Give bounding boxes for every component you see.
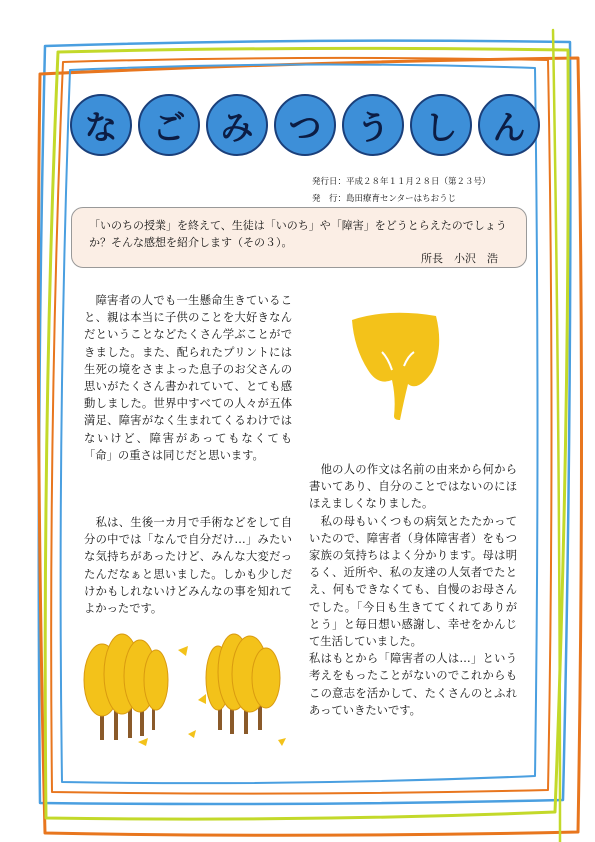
title-char: し [410,94,472,156]
article-3-paragraph: 他の人の作文は名前の由来から何から書いてあり、自分のことではないのにほほえましくなりました。 [309,463,517,511]
article-2-text: 私は、生後一カ月で手術などをして自分の中では「なんで自分だけ…」みたいな気持ちがあったけど、みんな大変だったんだなぁと思いました。しかも少しだけかもしれないけどみんなの事を知れてよかったです。 [84,516,292,616]
title-char: み [206,94,268,156]
article-3-paragraph: 私はもとから「障害者の人は…」という考えをもったことがないのでこれからもこの意志を活かして、たくさんのとふれあっていきたいです。 [309,652,517,717]
title-char: な [70,94,132,156]
ginkgo-trees-illustration [78,630,298,755]
intro-box [71,207,527,268]
issue-date: 発行日：平成２８年１１月２８日（第２３号） [312,177,491,187]
ginkgo-leaf-illustration [348,308,444,424]
article-1-text: 障害者の人でも一生懸命生きていること、親は本当に子供のことを大好きなんだということなどたくさん学ぶことができました。また、配られたプリントには生死の境をさまよった息子のお父さんの思いがたくさん書かれていて、とても感動しました。世界中すべての人々が五体満足、障害がなく生まれてくるわけではないけど、障害があってもなくても「命」の重さは同じだと思います。 [84,294,292,462]
article-3-paragraph: 私の母もいくつもの病気とたたかっていたので、障害者（身体障害者）をもつ家族の気持ちはよく分かります。母は明るく、近所や、私の友達の人気者でたとえ、何もできなくても、自慢のお母さんでした。「今日も生きててくれてありがとう」と毎日想い感謝し、幸せをかんじて生活していました。 [309,514,517,649]
title-char: う [342,94,404,156]
intro-text: 「いのちの授業」を終えて、生徒は「いのち」や「障害」をどうとらえたのでしょうか？そんな感想を紹介します（その３）。 [89,219,507,249]
article-3 [309,461,517,719]
title-char: ん [478,94,540,156]
newsletter-title [70,94,540,162]
title-char: ご [138,94,200,156]
title-char: つ [274,94,336,156]
article-1 [84,292,292,464]
intro-author: 所長 小沢 浩 [421,252,498,265]
issuer: 発 行：島田療育センターはちおうじ [312,194,457,204]
article-2 [84,514,292,617]
